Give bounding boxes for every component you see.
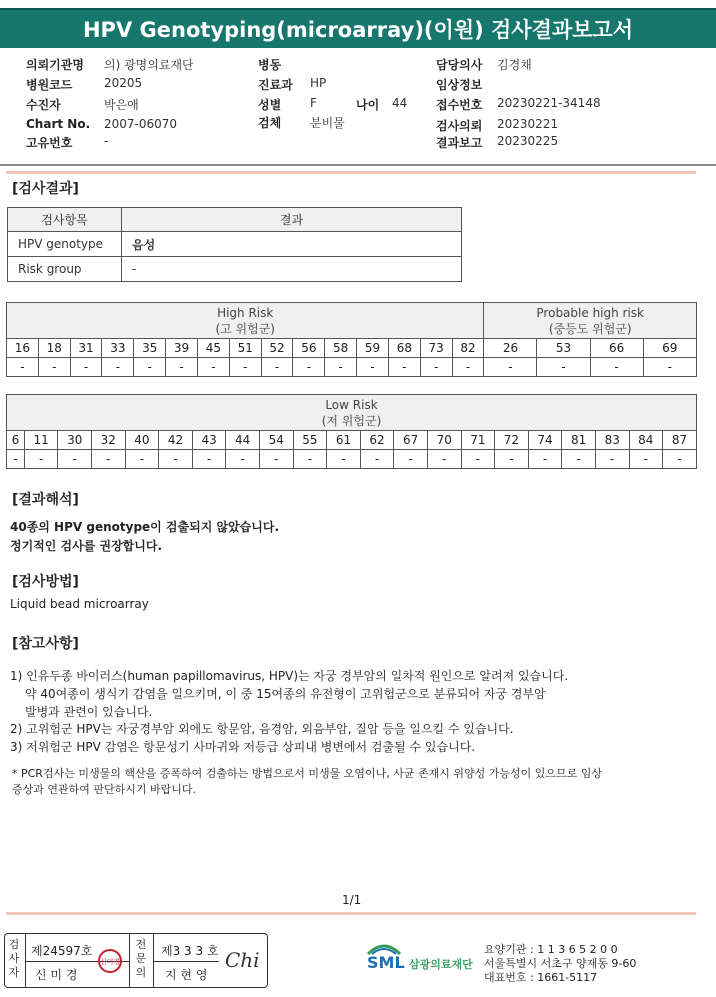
low-risk-value-cell: - bbox=[192, 450, 226, 469]
low-risk-value-cell: - bbox=[293, 450, 327, 469]
results-table bbox=[7, 207, 462, 282]
low-risk-values-row bbox=[7, 450, 697, 469]
request-value: 20230221 bbox=[497, 117, 559, 131]
chart-value: 2007-06070 bbox=[104, 117, 178, 131]
report-value: 20230225 bbox=[497, 134, 559, 148]
org-name: 삼광의료재단 bbox=[409, 958, 473, 971]
low-risk-type-cell: 71 bbox=[461, 431, 495, 450]
high-risk-value-cell: - bbox=[643, 358, 696, 377]
interpretation-line-1: 40종의 HPV genotype이 검출되지 않았습니다. bbox=[10, 520, 280, 534]
high-risk-subtitle: (고 위험군) bbox=[215, 321, 275, 336]
results-section-title: [검사결과] bbox=[12, 181, 79, 197]
high-risk-type-cell: 59 bbox=[357, 339, 389, 358]
institution-value: 의) 광명의료재단 bbox=[104, 58, 194, 72]
specimen-label: 검체 bbox=[258, 116, 282, 130]
low-risk-type-cell: 32 bbox=[92, 431, 126, 450]
high-risk-types-row bbox=[7, 339, 697, 358]
specialist-signature: Chi bbox=[225, 948, 260, 972]
low-risk-value-cell: - bbox=[663, 450, 697, 469]
method-section-title: [검사방법] bbox=[12, 574, 79, 590]
receipt-value: 20230221-34148 bbox=[497, 96, 601, 110]
request-label: 검사의뢰 bbox=[436, 119, 483, 133]
low-risk-value-cell: - bbox=[427, 450, 461, 469]
specialist-name: 지 현 영 bbox=[165, 968, 208, 982]
high-risk-values-row bbox=[7, 358, 697, 377]
low-risk-type-cell: 54 bbox=[259, 431, 293, 450]
col-result-header: 결과 bbox=[122, 208, 462, 232]
high-risk-type-cell: 73 bbox=[420, 339, 452, 358]
high-risk-value-cell: - bbox=[102, 358, 134, 377]
high-risk-type-cell: 82 bbox=[452, 339, 484, 358]
org-phone: 대표번호 : 1661-5117 bbox=[484, 971, 598, 984]
low-risk-type-cell: 83 bbox=[595, 431, 629, 450]
low-risk-type-cell: 42 bbox=[159, 431, 193, 450]
high-risk-value-cell: - bbox=[38, 358, 70, 377]
low-risk-type-cell: 30 bbox=[58, 431, 92, 450]
high-risk-type-cell: 31 bbox=[70, 339, 102, 358]
report-label: 결과보고 bbox=[436, 136, 483, 150]
unique-label: 고유번호 bbox=[26, 136, 73, 150]
dept-value: HP bbox=[310, 76, 327, 90]
result-item: HPV genotype bbox=[8, 232, 122, 257]
high-risk-value-cell: - bbox=[537, 358, 590, 377]
interpretation-line-2: 정기적인 검사를 권장합니다. bbox=[10, 539, 163, 553]
high-risk-header bbox=[7, 303, 484, 339]
low-risk-value-cell: - bbox=[259, 450, 293, 469]
report-title: HPV Genotyping(microarray)(이원) 검사결과보고서 bbox=[0, 8, 716, 48]
logo-text: SML bbox=[367, 953, 405, 972]
note-2: 2) 고위험군 HPV는 자궁경부암 외에도 항문암, 음경암, 외음부암, 질암 등을 일으킬 수 있습니다. bbox=[10, 722, 514, 736]
unique-value: - bbox=[104, 134, 109, 148]
examiner-label: 검사자 bbox=[8, 938, 20, 979]
result-value: 음성 bbox=[122, 232, 462, 257]
high-risk-type-cell: 69 bbox=[643, 339, 696, 358]
page-number: 1/1 bbox=[342, 893, 362, 907]
clinical-label: 임상정보 bbox=[436, 78, 483, 92]
patient-info bbox=[0, 0, 716, 160]
note-1c: 발병과 관련이 있습니다. bbox=[25, 705, 153, 719]
low-risk-type-cell: 72 bbox=[495, 431, 529, 450]
examiner-number: 제24597호 bbox=[31, 944, 93, 958]
high-risk-value-cell: - bbox=[70, 358, 102, 377]
high-risk-type-cell: 53 bbox=[537, 339, 590, 358]
high-risk-type-cell: 26 bbox=[484, 339, 537, 358]
org-address: 서울특별시 서초구 양재동 9-60 bbox=[484, 957, 637, 970]
low-risk-type-cell: 61 bbox=[327, 431, 361, 450]
age-value: 44 bbox=[392, 96, 408, 110]
notes-section-title: [참고사항] bbox=[12, 636, 79, 652]
probable-risk-subtitle: (중등도 위험군) bbox=[548, 321, 632, 336]
interpretation-section-title: [결과해석] bbox=[12, 492, 79, 508]
low-risk-value-cell: - bbox=[461, 450, 495, 469]
low-risk-type-cell: 40 bbox=[125, 431, 159, 450]
high-risk-value-cell: - bbox=[325, 358, 357, 377]
low-risk-type-cell: 84 bbox=[629, 431, 663, 450]
specimen-value: 분비물 bbox=[310, 116, 345, 130]
method-text: Liquid bead microarray bbox=[10, 597, 149, 611]
pcr-note-2: 증상과 연관하여 판단하시기 바랍니다. bbox=[12, 783, 197, 796]
high-risk-value-cell: - bbox=[197, 358, 229, 377]
seal-text: 신미경 bbox=[99, 958, 121, 966]
high-risk-title: High Risk bbox=[217, 305, 274, 320]
low-risk-type-cell: 44 bbox=[226, 431, 260, 450]
low-risk-value-cell: - bbox=[629, 450, 663, 469]
low-risk-header bbox=[7, 395, 697, 431]
table-row bbox=[8, 257, 462, 282]
high-risk-type-cell: 35 bbox=[134, 339, 166, 358]
high-risk-type-cell: 33 bbox=[102, 339, 134, 358]
sex-value: F bbox=[310, 96, 317, 110]
high-risk-value-cell: - bbox=[166, 358, 198, 377]
low-risk-value-cell: - bbox=[92, 450, 126, 469]
probable-risk-title: Probable high risk bbox=[536, 305, 645, 320]
low-risk-type-cell: 70 bbox=[427, 431, 461, 450]
org-code: 요양기관 : 1 1 3 6 5 2 0 0 bbox=[484, 943, 618, 956]
probable-risk-header bbox=[484, 303, 697, 339]
age-label: 나이 bbox=[356, 98, 380, 112]
result-item: Risk group bbox=[8, 257, 122, 282]
note-3: 3) 저위험군 HPV 감염은 항문성기 사마귀와 저등급 상피내 병변에서 검출될 수 있습니다. bbox=[10, 740, 476, 754]
low-risk-type-cell: 6 bbox=[7, 431, 25, 450]
patient-label: 수진자 bbox=[26, 98, 61, 112]
high-risk-type-cell: 66 bbox=[590, 339, 643, 358]
table-row bbox=[8, 232, 462, 257]
low-risk-type-cell: 11 bbox=[24, 431, 58, 450]
high-risk-type-cell: 51 bbox=[229, 339, 261, 358]
low-risk-type-cell: 74 bbox=[528, 431, 562, 450]
hospital-code-value: 20205 bbox=[104, 76, 143, 90]
low-risk-subtitle: (저 위험군) bbox=[321, 413, 382, 428]
high-risk-value-cell: - bbox=[229, 358, 261, 377]
low-risk-type-cell: 55 bbox=[293, 431, 327, 450]
low-risk-value-cell: - bbox=[562, 450, 596, 469]
high-risk-type-cell: 52 bbox=[261, 339, 293, 358]
low-risk-table bbox=[6, 394, 697, 469]
low-risk-value-cell: - bbox=[595, 450, 629, 469]
low-risk-type-cell: 67 bbox=[394, 431, 428, 450]
high-risk-value-cell: - bbox=[261, 358, 293, 377]
low-risk-type-cell: 81 bbox=[562, 431, 596, 450]
low-risk-title: Low Risk bbox=[325, 397, 378, 412]
low-risk-types-row bbox=[7, 431, 697, 450]
result-value: - bbox=[122, 257, 462, 282]
high-risk-table bbox=[6, 302, 697, 377]
high-risk-value-cell: - bbox=[388, 358, 420, 377]
high-risk-type-cell: 18 bbox=[38, 339, 70, 358]
high-risk-value-cell: - bbox=[420, 358, 452, 377]
receipt-label: 접수번호 bbox=[436, 98, 483, 112]
dept-label: 진료과 bbox=[258, 78, 293, 92]
low-risk-value-cell: - bbox=[394, 450, 428, 469]
low-risk-value-cell: - bbox=[327, 450, 361, 469]
high-risk-value-cell: - bbox=[293, 358, 325, 377]
examiner-seal bbox=[97, 948, 123, 977]
pcr-note-1: * PCR검사는 미생물의 핵산을 증폭하여 검출하는 방법으로서 미생물 오염이나, 사균 존재시 위양성 가능성이 있으므로 임상 bbox=[12, 767, 602, 780]
institution-label: 의뢰기관명 bbox=[26, 58, 84, 72]
low-risk-type-cell: 62 bbox=[360, 431, 394, 450]
low-risk-value-cell: - bbox=[24, 450, 58, 469]
low-risk-value-cell: - bbox=[360, 450, 394, 469]
doctor-label: 담당의사 bbox=[436, 58, 483, 72]
high-risk-type-cell: 68 bbox=[388, 339, 420, 358]
signature-box bbox=[4, 933, 268, 988]
note-1a: 1) 인유두종 바이러스(human papillomavirus, HPV)는 자궁 경부암의 일차적 원인으로 알려져 있습니다. bbox=[10, 669, 569, 683]
patient-value: 박은애 bbox=[104, 98, 139, 112]
low-risk-value-cell: - bbox=[7, 450, 25, 469]
chart-label: Chart No. bbox=[26, 117, 91, 131]
low-risk-value-cell: - bbox=[58, 450, 92, 469]
high-risk-value-cell: - bbox=[452, 358, 484, 377]
sex-label: 성별 bbox=[258, 98, 282, 112]
high-risk-value-cell: - bbox=[590, 358, 643, 377]
high-risk-value-cell: - bbox=[134, 358, 166, 377]
note-1b: 약 40여종이 생식기 감염을 일으키며, 이 중 15여종의 유전형이 고위험군으로 분류되어 자궁 경부암 bbox=[25, 687, 546, 701]
low-risk-value-cell: - bbox=[159, 450, 193, 469]
high-risk-type-cell: 39 bbox=[166, 339, 198, 358]
low-risk-value-cell: - bbox=[226, 450, 260, 469]
low-risk-value-cell: - bbox=[495, 450, 529, 469]
high-risk-value-cell: - bbox=[357, 358, 389, 377]
divider bbox=[0, 164, 716, 166]
examiner-name: 신 미 경 bbox=[35, 968, 78, 982]
high-risk-value-cell: - bbox=[484, 358, 537, 377]
high-risk-type-cell: 56 bbox=[293, 339, 325, 358]
specialist-number: 제3 3 3 호 bbox=[161, 944, 219, 958]
high-risk-value-cell: - bbox=[7, 358, 39, 377]
ward-label: 병동 bbox=[258, 58, 282, 72]
high-risk-type-cell: 58 bbox=[325, 339, 357, 358]
low-risk-value-cell: - bbox=[528, 450, 562, 469]
low-risk-type-cell: 87 bbox=[663, 431, 697, 450]
specialist-label: 전문의 bbox=[135, 938, 147, 979]
high-risk-type-cell: 16 bbox=[7, 339, 39, 358]
col-item-header: 검사항목 bbox=[8, 208, 122, 232]
footer-divider bbox=[6, 912, 696, 915]
high-risk-type-cell: 45 bbox=[197, 339, 229, 358]
divider-accent bbox=[6, 171, 696, 174]
hospital-code-label: 병원코드 bbox=[26, 78, 73, 92]
low-risk-value-cell: - bbox=[125, 450, 159, 469]
low-risk-type-cell: 43 bbox=[192, 431, 226, 450]
doctor-value: 김경채 bbox=[497, 58, 532, 72]
